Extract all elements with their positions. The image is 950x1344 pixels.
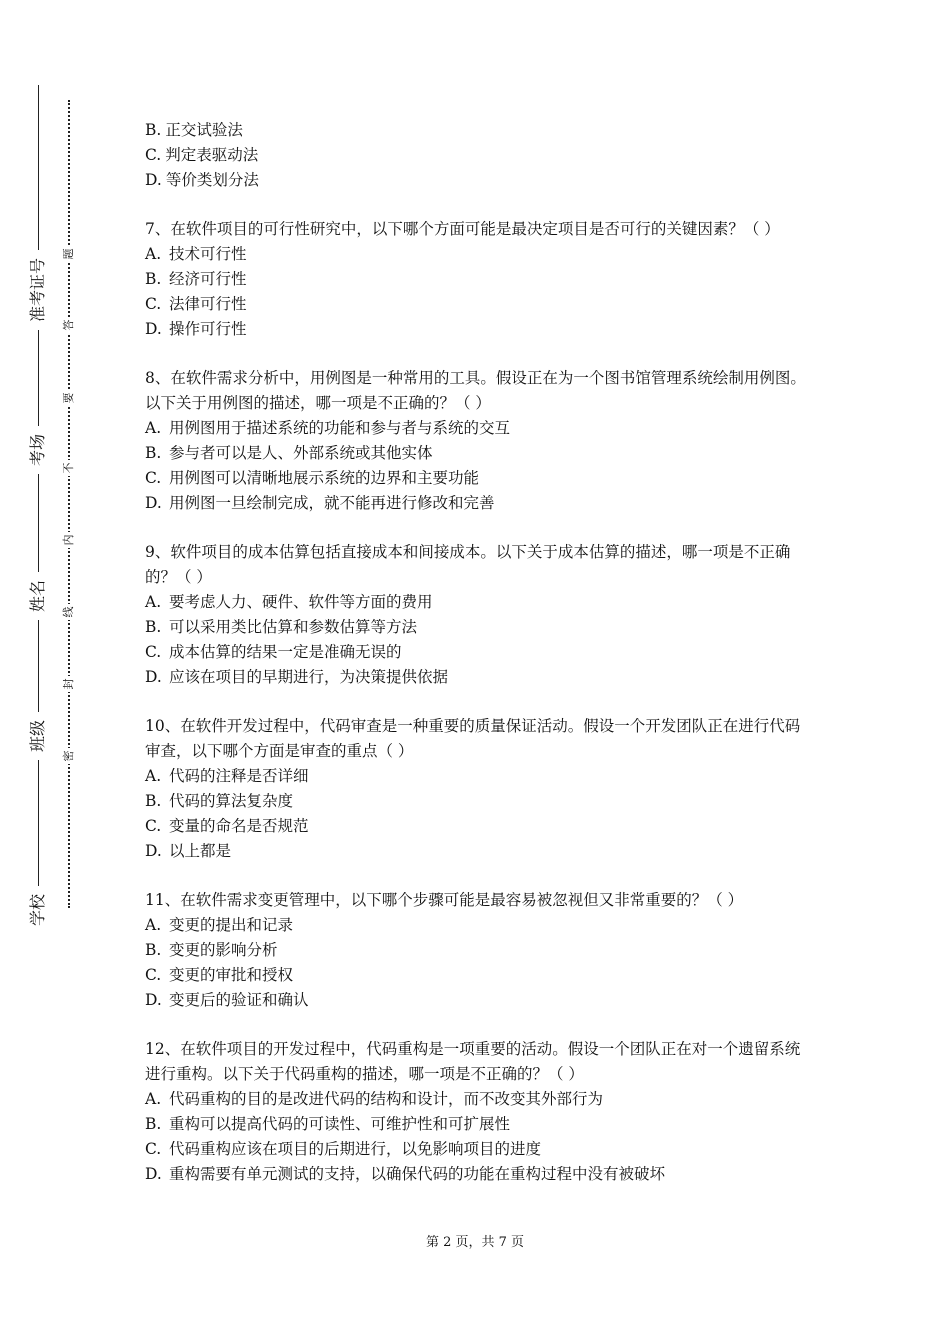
option-a: A. 要考虑人力、硬件、软件等方面的费用 [145, 593, 433, 611]
seal-char: 线 [61, 604, 77, 620]
option-b: B. 代码的算法复杂度 [145, 792, 294, 810]
option-d: D. 重构需要有单元测试的支持，以确保代码的功能在重构过程中没有被破坏 [145, 1165, 666, 1183]
question-stem: 10、在软件开发过程中，代码审查是一种重要的质量保证活动。假设一个开发团队正在进行代码审查，以下哪个方面是审查的重点（ ） [145, 717, 801, 760]
option-d: D. 以上都是 [145, 842, 232, 860]
question-12 [145, 1037, 815, 1187]
page-footer: 第 2 页，共 7 页 [425, 1235, 525, 1250]
question-6-continuation [145, 118, 815, 193]
option-c: C. 成本估算的结果一定是准确无误的 [145, 643, 402, 661]
option-a: A. 代码重构的目的是改进代码的结构和设计，而不改变其外部行为 [145, 1090, 604, 1108]
question-11 [145, 888, 815, 1013]
question-stem: 9、软件项目的成本估算包括直接成本和间接成本。以下关于成本估算的描述，哪一项是不正确的？（ ） [145, 543, 791, 586]
option-b: B. 参与者可以是人、外部系统或其他实体 [145, 444, 433, 462]
question-stem: 12、在软件项目的开发过程中，代码重构是一项重要的活动。假设一个团队正在对一个遗留系统进行重构。以下关于代码重构的描述，哪一项是不正确的？（ ） [145, 1040, 801, 1083]
seal-char: 要 [61, 390, 77, 406]
seal-char: 不 [61, 460, 77, 476]
seal-char: 内 [61, 532, 77, 548]
option-c: C. 用例图可以清晰地展示系统的边界和主要功能 [145, 469, 480, 487]
seal-char: 答 [61, 317, 77, 333]
option-b: B. 正交试验法 [145, 121, 243, 139]
question-stem: 8、在软件需求分析中，用例图是一种常用的工具。假设正在为一个图书馆管理系统绘制用例图。以下关于用例图的描述，哪一项是不正确的？（ ） [145, 369, 806, 412]
field-class: 班级 [14, 712, 62, 760]
option-b: B. 经济可行性 [145, 270, 247, 288]
seal-dotted-line [68, 100, 70, 908]
option-a: A. 代码的注释是否详细 [145, 767, 309, 785]
option-a: A. 技术可行性 [145, 245, 247, 263]
question-8 [145, 366, 815, 516]
option-d: D. 应该在项目的早期进行，为决策提供依据 [145, 668, 449, 686]
seal-char: 封 [61, 676, 77, 692]
field-school: 学校 [14, 886, 62, 934]
field-name: 姓名 [14, 572, 62, 620]
question-stem: 7、在软件项目的可行性研究中，以下哪个方面可能是最决定项目是否可行的关键因素？（ ） [145, 220, 780, 238]
option-c: C. 法律可行性 [145, 295, 247, 313]
option-c: C. 变量的命名是否规范 [145, 817, 309, 835]
question-10 [145, 714, 815, 864]
option-d: D. 操作可行性 [145, 320, 247, 338]
option-a: A. 用例图用于描述系统的功能和参与者与系统的交互 [145, 419, 511, 437]
binding-margin [0, 0, 120, 1344]
option-c: C. 代码重构应该在项目的后期进行，以免影响项目的进度 [145, 1140, 542, 1158]
question-stem: 11、在软件需求变更管理中，以下哪个步骤可能是最容易被忽视但又非常重要的？（ ） [145, 891, 744, 909]
option-c: C. 变更的审批和授权 [145, 966, 294, 984]
option-d: D. 等价类划分法 [145, 171, 259, 189]
exam-content [145, 118, 815, 1211]
seal-char: 密 [61, 748, 77, 764]
seal-char: 题 [61, 246, 77, 262]
option-b: B. 可以采用类比估算和参数估算等方法 [145, 618, 418, 636]
option-d: D. 用例图一旦绘制完成，就不能再进行修改和完善 [145, 494, 495, 512]
question-7 [145, 217, 815, 342]
option-a: A. 变更的提出和记录 [145, 916, 294, 934]
option-d: D. 变更后的验证和确认 [145, 991, 309, 1009]
binding-solid-line [38, 85, 39, 930]
question-9 [145, 540, 815, 690]
field-exam-number: 准考证号 [14, 250, 62, 330]
option-b: B. 重构可以提高代码的可读性、可维护性和可扩展性 [145, 1115, 511, 1133]
field-exam-room: 考场 [14, 426, 62, 474]
option-b: B. 变更的影响分析 [145, 941, 278, 959]
option-c: C. 判定表驱动法 [145, 146, 259, 164]
